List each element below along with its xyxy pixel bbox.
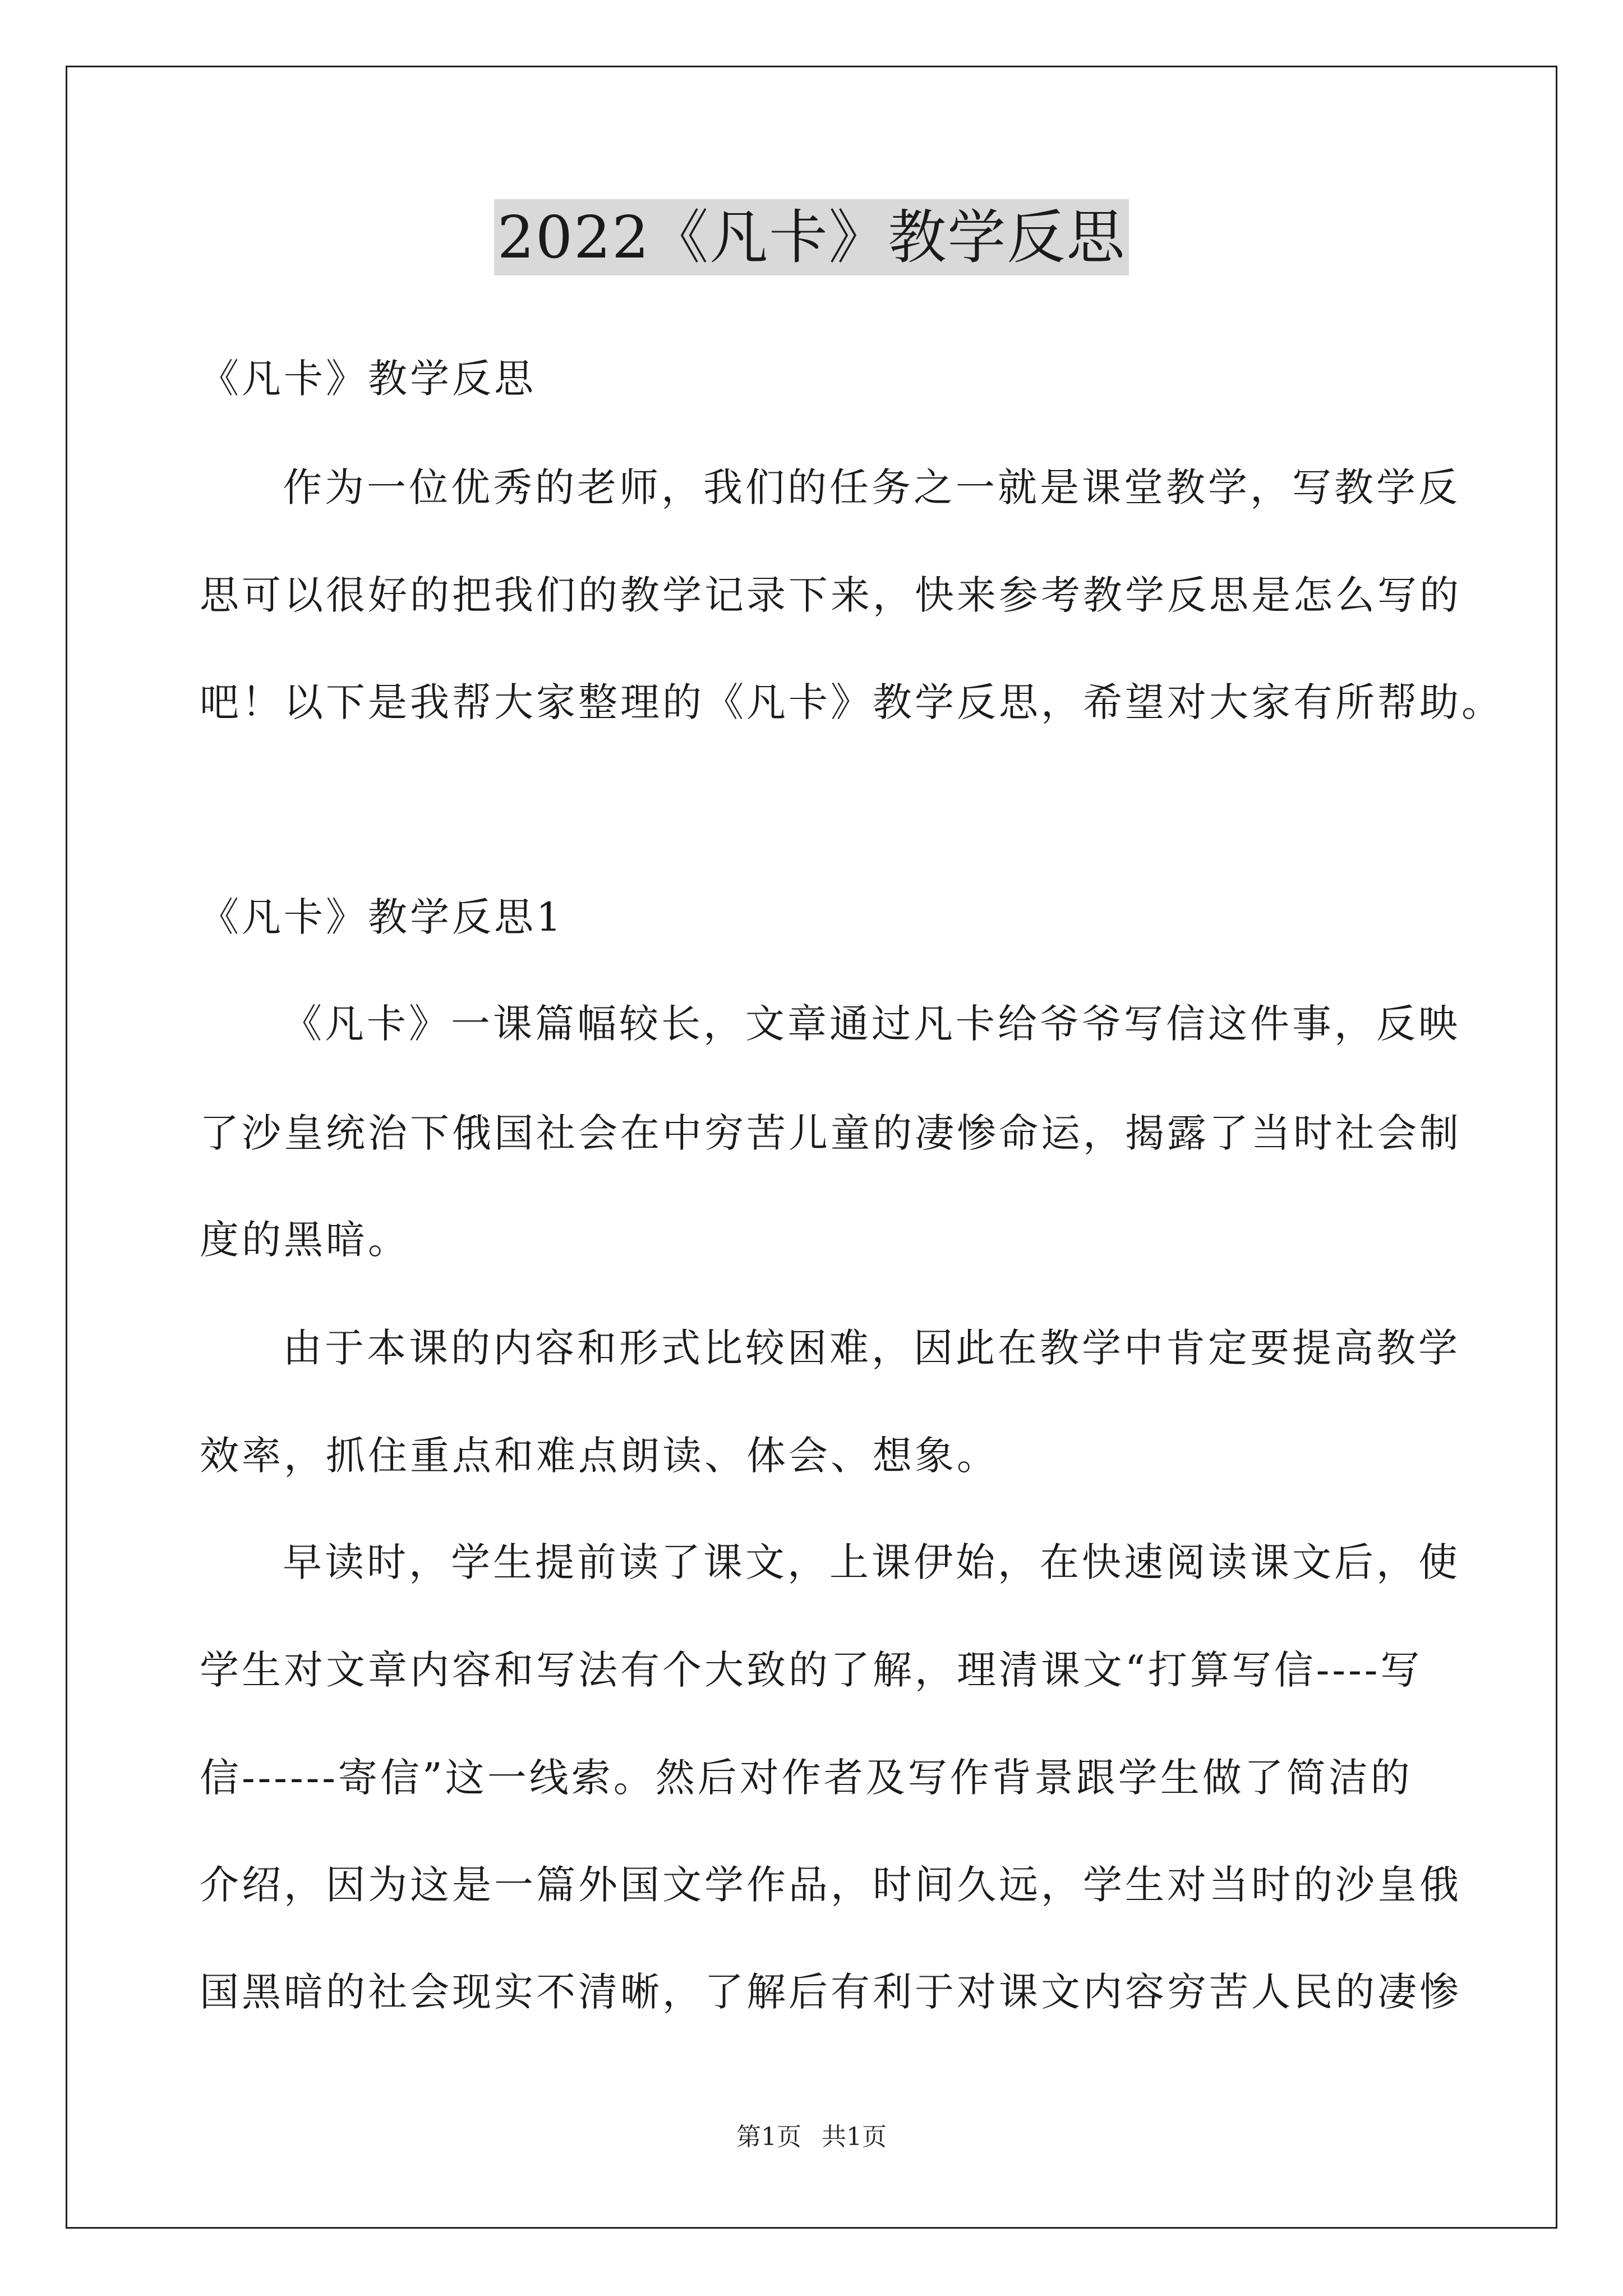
paragraph-line: 了沙皇统治下俄国社会在中穷苦儿童的凄惨命运，揭露了当时社会制 (200, 1110, 1461, 1156)
paragraph-line: 作为一位优秀的老师，我们的任务之一就是课堂教学，写教学反 (283, 464, 1460, 510)
paragraph-line: 信------寄信”这一线索。然后对作者及写作背景跟学生做了简洁的 (200, 1755, 1413, 1801)
title-container (0, 199, 1623, 275)
paragraph-line: 吧！以下是我帮大家整理的《凡卡》教学反思，希望对大家有所帮助。 (200, 679, 1504, 725)
document-title: 2022《凡卡》教学反思 (494, 199, 1129, 275)
paragraph-line: 思可以很好的把我们的教学记录下来，快来参考教学反思是怎么写的 (200, 572, 1461, 618)
page-number: 第1页 (736, 2123, 801, 2151)
page-footer (0, 2120, 1623, 2154)
paragraph-line: 介绍，因为这是一篇外国文学作品，时间久远，学生对当时的沙皇俄 (200, 1862, 1461, 1908)
paragraph-line: 早读时，学生提前读了课文，上课伊始，在快速阅读课文后，使 (283, 1539, 1460, 1585)
paragraph-line: 由于本课的内容和形式比较困难，因此在教学中肯定要提高教学 (283, 1325, 1460, 1371)
section-heading: 《凡卡》教学反思1 (200, 894, 564, 940)
section-heading: 《凡卡》教学反思 (200, 356, 536, 402)
paragraph-line: 《凡卡》一课篇幅较长，文章通过凡卡给爷爷写信这件事，反映 (283, 1001, 1460, 1047)
paragraph-line: 国黑暗的社会现实不清晰，了解后有利于对课文内容穷苦人民的凄惨 (200, 1969, 1461, 2015)
page-total: 共1页 (822, 2123, 887, 2151)
paragraph-line: 度的黑暗。 (200, 1217, 410, 1263)
paragraph-line: 效率，抓住重点和难点朗读、体会、想象。 (200, 1433, 999, 1479)
paragraph-line: 学生对文章内容和写法有个大致的了解，理清课文“打算写信----写 (200, 1647, 1423, 1693)
